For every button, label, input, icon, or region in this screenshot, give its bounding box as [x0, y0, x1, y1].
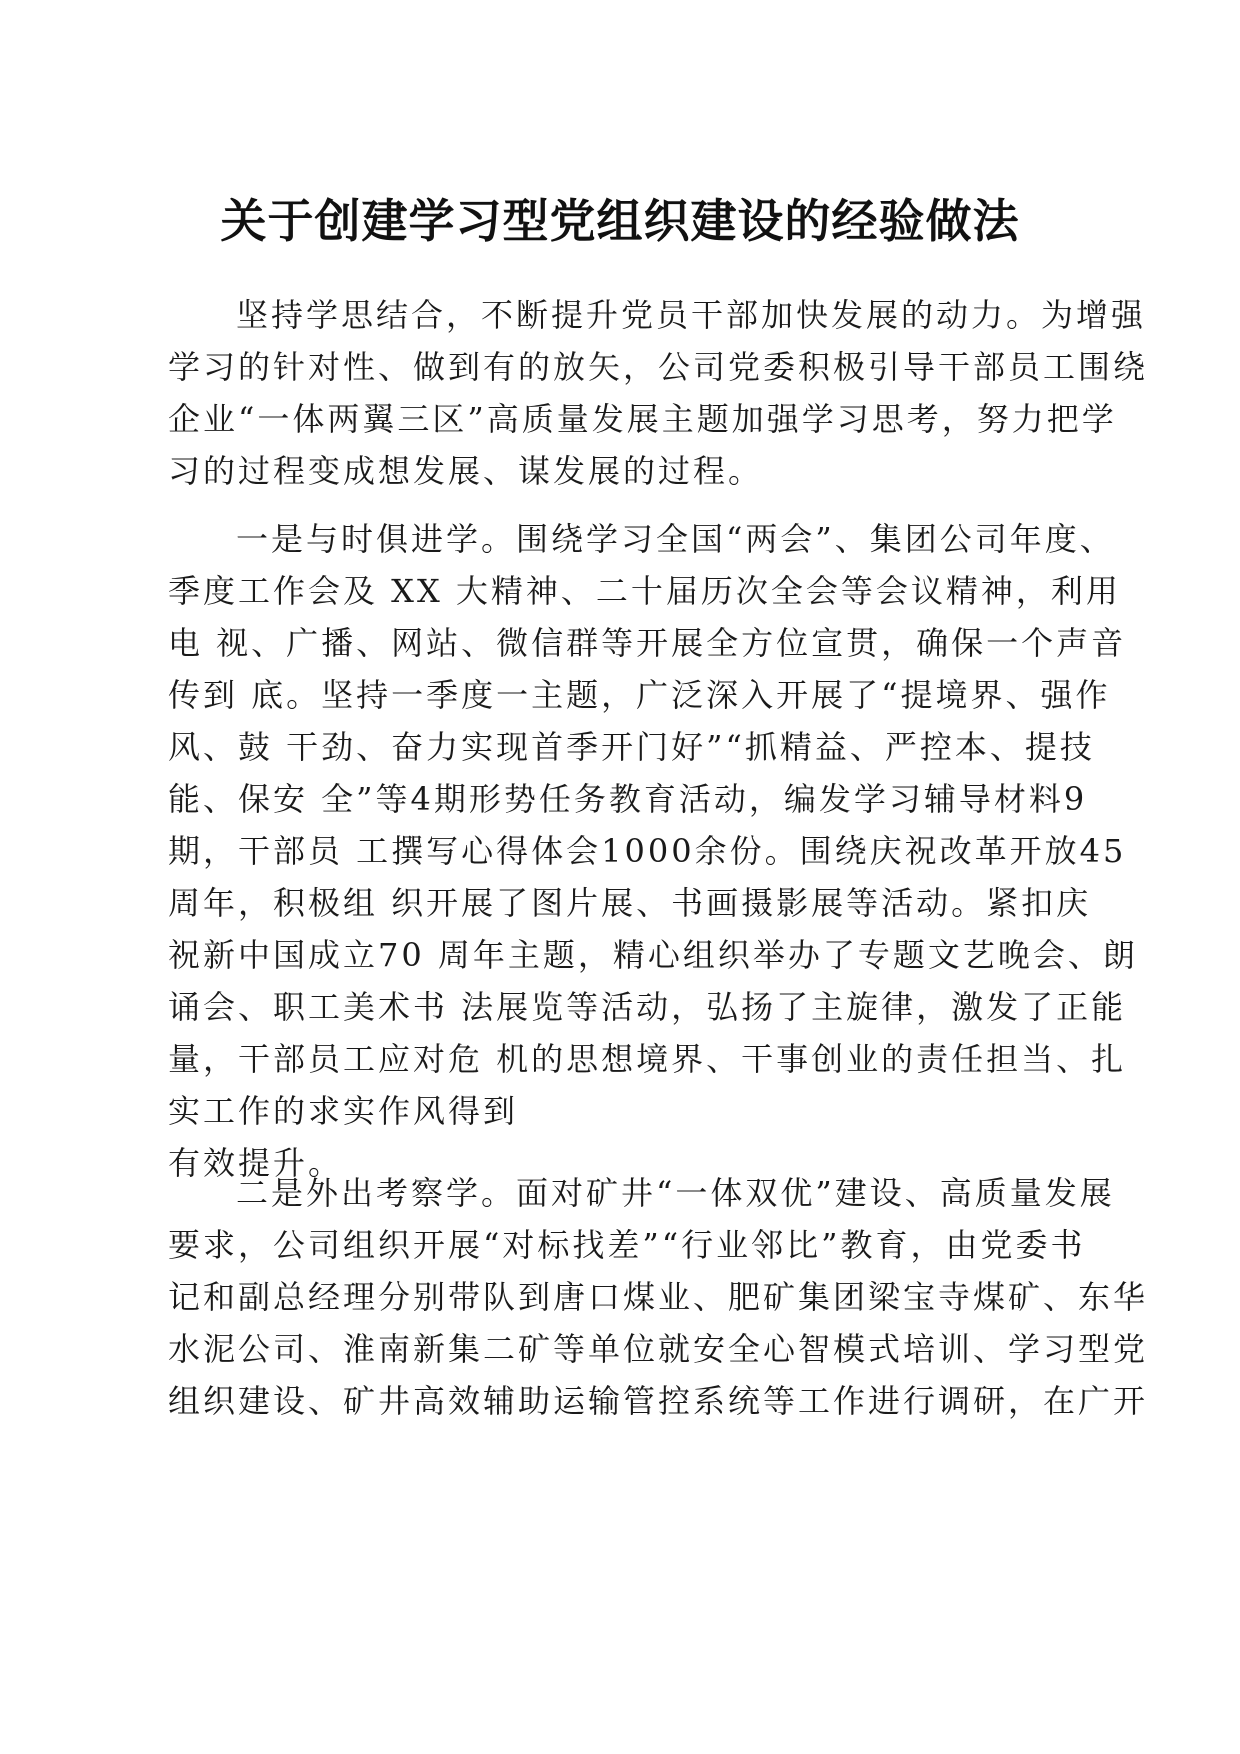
paragraph-line: 祝新中国成立70 周年主题，精心组织举办了专题文艺晚会、朗	[168, 936, 1138, 974]
paragraph-line: 风、鼓 干劲、奋力实现首季开门好”“抓精益、严控本、提技	[168, 728, 1095, 766]
paragraph-line: 习的过程变成想发展、谋发展的过程。	[168, 452, 764, 490]
paragraph-line: 实工作的求实作风得到	[168, 1092, 519, 1130]
paragraph-line: 要求，公司组织开展“对标找差”“行业邻比”教育，由党委书	[168, 1226, 1086, 1264]
paragraph-line: 水泥公司、淮南新集二矿等单位就安全心智模式培训、学习型党	[168, 1330, 1149, 1368]
paragraph-line: 二是外出考察学。面对矿井“一体双优”建设、高质量发展	[236, 1174, 1115, 1212]
paragraph-line: 诵会、职工美术书 法展览等活动，弘扬了主旋律，激发了正能	[168, 988, 1127, 1026]
document-title: 关于创建学习型党组织建设的经验做法	[220, 194, 1020, 248]
paragraph-line: 有效提升。	[168, 1144, 344, 1182]
paragraph-line: 学习的针对性、做到有的放矢，公司党委积极引导干部员工围绕	[168, 348, 1149, 386]
paragraph-line: 记和副总经理分别带队到唐口煤业、肥矿集团梁宝寺煤矿、东华	[168, 1278, 1149, 1316]
paragraph-line: 坚持学思结合，不断提升党员干部加快发展的动力。为增强	[236, 296, 1147, 334]
paragraph-line: 电 视、广播、网站、微信群等开展全方位宣贯，确保一个声音	[168, 624, 1127, 662]
paragraph-line: 企业“一体两翼三区”高质量发展主题加强学习思考，努力把学	[168, 400, 1117, 438]
paragraph-line: 期，干部员 工撰写心得体会1000余份。围绕庆祝改革开放45	[168, 832, 1127, 870]
paragraph-line: 能、保安 全”等4期形势任务教育活动，编发学习辅导材料9	[168, 780, 1088, 818]
paragraph-2	[168, 513, 1138, 1189]
paragraph-line: 周年，积极组 织开展了图片展、书画摄影展等活动。紧扣庆	[168, 884, 1092, 922]
paragraph-line: 组织建设、矿井高效辅助运输管控系统等工作进行调研，在广开	[168, 1382, 1149, 1420]
paragraph-3	[168, 1167, 1149, 1427]
paragraph-line: 量，干部员工应对危 机的思想境界、干事创业的责任担当、扎	[168, 1040, 1127, 1078]
paragraph-line: 一是与时俱进学。围绕学习全国“两会”、集团公司年度、	[236, 520, 1115, 558]
paragraph-line: 传到 底。坚持一季度一主题，广泛深入开展了“提境界、强作	[168, 676, 1111, 714]
paragraph-line: 季度工作会及 XX 大精神、二十届历次全会等会议精神，利用	[168, 572, 1121, 610]
paragraph-1	[168, 289, 1149, 497]
